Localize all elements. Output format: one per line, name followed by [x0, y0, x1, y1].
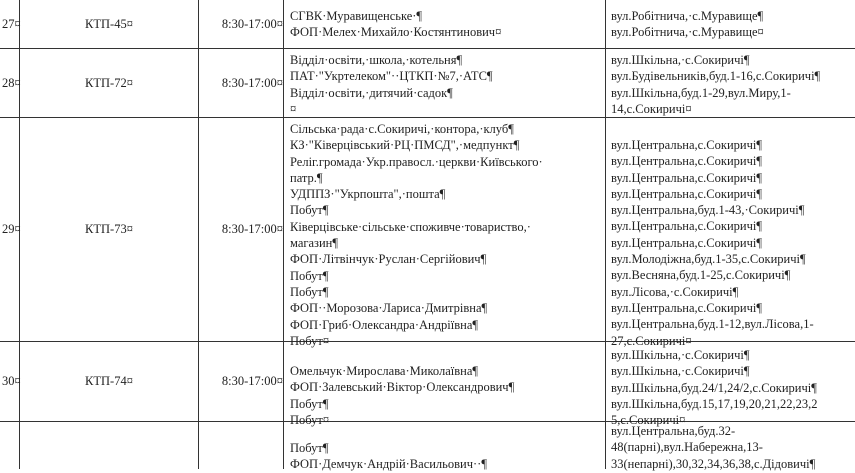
- org-line: КЗ·"Ківерцівський·РЦ·ПМСД",·медпункт¶: [290, 138, 520, 153]
- org-line: Побут¤: [290, 333, 330, 348]
- cell-org: [290, 52, 493, 117]
- org-line: ФОП·Літвінчук·Руслан·Сергійович¶: [290, 252, 487, 267]
- org-line: ¤: [290, 101, 297, 116]
- addr-line: вул.Центральна,буд.32-: [611, 424, 736, 438]
- org-line: Побут¶: [290, 396, 329, 411]
- org-line: ПАТ·"Укртелеком"··ЦТКП·№7,·АТС¶: [290, 69, 493, 84]
- org-line: Омельчук·Мирослава·Миколаївна¶: [290, 364, 479, 378]
- addr-line: вул.Лісова,·с.Сокиричі¶: [611, 284, 739, 299]
- cell-addr: [611, 423, 815, 472]
- addr-line: вул.Робітнича,·с.Муравище¶: [611, 9, 764, 23]
- addr-line: вул.Центральна,с.Сокиричі¶: [611, 235, 763, 250]
- cell-ktp: КТП-74¤: [85, 374, 133, 388]
- org-line: Побут¶: [290, 284, 329, 299]
- addr-line: вул.Центральна,буд.1-12,вул.Лісова,1-: [611, 317, 814, 332]
- addr-line: вул.Центральна,буд.1-43,·Сокиричі¶: [611, 203, 805, 218]
- addr-line: 5,с.Сокиричі¤: [611, 413, 686, 428]
- org-line: Побут¶: [290, 268, 329, 283]
- org-line: Побут¶: [290, 203, 329, 218]
- org-line: СГВК·Муравищенське·¶: [290, 9, 423, 23]
- org-line: Відділ·освіти,·школа,·котельня¶: [290, 53, 463, 67]
- addr-line: вул.Будівельників,буд.1-16,с.Сокиричі¶: [611, 69, 821, 84]
- cell-time: 8:30-17:00¤: [221, 76, 283, 90]
- addr-line: вул.Центральна,с.Сокиричі¶: [611, 300, 763, 315]
- addr-line: вул.Центральна,с.Сокиричі¶: [611, 186, 763, 201]
- addr-line: вул.Шкільна,буд.24/1,24/2,с.Сокиричі¶: [611, 380, 817, 395]
- org-line: Реліг.громада·Укр.правосл.·церкви·Київського·: [290, 154, 543, 169]
- addr-line: вул.Шкільна,·с.Сокиричі¶: [611, 348, 750, 362]
- org-line: ФОП·Гриб·Олександра·Андріївна¶: [290, 317, 479, 332]
- cell-org: [290, 121, 543, 349]
- addr-line: вул.Центральна,с.Сокиричі¶: [611, 219, 763, 234]
- column-divider: [605, 0, 606, 469]
- addr-line: вул.Весняна,буд.1-25,с.Сокиричі¶: [611, 268, 791, 283]
- cell-ktp: КТП-45¤: [85, 17, 133, 31]
- addr-line: 14,с.Сокиричі¤: [611, 101, 692, 116]
- cell-org: [290, 363, 514, 428]
- org-line: Побут¶: [290, 441, 329, 455]
- cell-addr: [611, 52, 820, 117]
- addr-line: вул.Центральна,с.Сокиричі¶: [611, 138, 763, 152]
- cell-num: 29¤: [2, 222, 21, 236]
- org-line: Відділ·освіти,·дитячий·садок¶: [290, 85, 453, 100]
- addr-line: вул.Шкільна,·с.Сокиричі¶: [611, 53, 750, 67]
- org-line: Сільська·рада·с.Сокиричі,·контора,·клуб¶: [290, 122, 514, 136]
- org-line: ФОП·Мелех·Михайло·Костянтинович¤: [290, 25, 502, 40]
- addr-line: вул.Центральна,с.Сокиричі¶: [611, 170, 763, 185]
- cell-ktp: КТП-72¤: [85, 76, 133, 90]
- cell-time: 8:30-17:00¤: [221, 17, 283, 31]
- org-line: УДППЗ·"Укрпошта",·пошта¶: [290, 187, 446, 202]
- addr-line: вул.Робітнича,·с.Муравище¤: [611, 25, 764, 40]
- addr-line: 48(парні),вул.Набережна,13-: [611, 440, 763, 455]
- cell-num: 28¤: [2, 76, 21, 90]
- addr-line: вул.Молодіжна,буд.1-35,с.Сокиричі¶: [611, 252, 806, 267]
- addr-line: вул.Шкільна,·с.Сокиричі¶: [611, 364, 750, 379]
- cell-addr: [611, 347, 817, 428]
- org-line: патр.¶: [290, 170, 323, 185]
- cell-time: 8:30-17:00¤: [221, 222, 283, 236]
- addr-line: 27,с.Сокиричі¤: [611, 333, 692, 348]
- addr-line: вул.Шкільна,буд.1-29,вул.Миру,1-: [611, 85, 791, 100]
- row-divider: [0, 48, 855, 49]
- addr-line: вул.Центральна,с.Сокиричі¶: [611, 154, 763, 169]
- cell-time: 8:30-17:00¤: [221, 374, 283, 388]
- org-line: Побут¤: [290, 412, 330, 427]
- org-line: ФОП··Морозова·Лариса·Дмитрівна¶: [290, 301, 488, 316]
- org-line: ФОП·Залевський·Віктор·Олександрович¶: [290, 380, 515, 395]
- org-line: Ківерцівське·сільське·споживче·товариство,·: [290, 219, 531, 234]
- cell-org: [290, 440, 487, 473]
- column-divider: [283, 0, 284, 469]
- org-line: ФОП·Демчук·Андрій·Васильович··¶: [290, 457, 487, 472]
- cell-num: 30¤: [2, 374, 21, 388]
- cell-org: [290, 8, 501, 41]
- cell-num: 27¤: [2, 17, 21, 31]
- cell-addr: [611, 137, 814, 349]
- org-line: магазин¶: [290, 236, 339, 251]
- addr-line: вул.Шкільна,буд.15,17,19,20,21,22,23,2: [611, 396, 818, 411]
- cell-ktp: КТП-73¤: [85, 222, 133, 236]
- addr-line: 33(непарні),30,32,34,36,38,с.Дідовичі¶: [611, 456, 816, 471]
- cell-addr: [611, 8, 764, 41]
